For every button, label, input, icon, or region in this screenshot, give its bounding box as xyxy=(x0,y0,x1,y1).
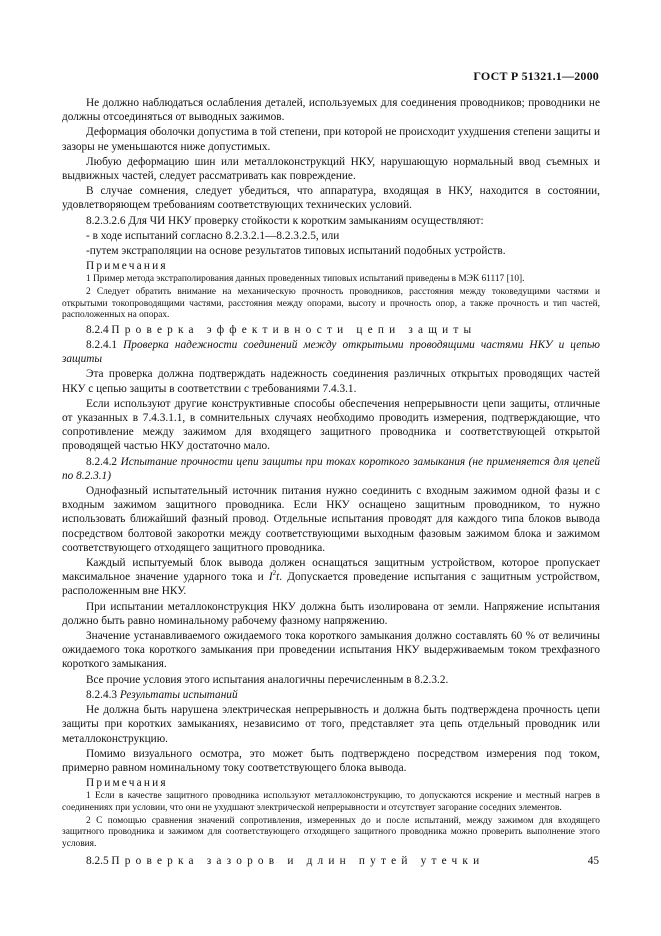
paragraph: Деформация оболочки допустима в той степени, при которой не происходит ухудшения степени защиты и зазоры не уменьшаются ниже допустимых. xyxy=(62,126,600,153)
paragraph: Помимо визуального осмотра, это может быть подтверждено посредством измерения под током, примерно равном номинальному току соответствующего блока вывода. xyxy=(62,747,600,774)
paragraph: При испытании металлоконструкция НКУ должна быть изолирована от земли. Напряжение испытания должно быть равно номинальному рабочему фазному напряжению. xyxy=(62,600,600,627)
notes-title: Примечания xyxy=(86,777,168,790)
notes-title: Примечания xyxy=(86,260,168,273)
clause-number: 8.2.4.3 xyxy=(86,688,118,701)
section-heading-8-2-5 xyxy=(62,854,600,868)
note: 2 С помощью сравнения значений сопротивления, измеренных до и после испытаний, между зажимом для входящего защитного проводника и зажимом для соответствующего отходящего защитного проводника можно проверить выполнение этого условия. xyxy=(62,815,600,849)
section-heading-8-2-4 xyxy=(62,323,600,337)
note: 2 Следует обратить внимание на механическую прочность проводников, расстояния между токоведущими частями и открытыми токопроводящими частями, расстояния между опорами, высоту и прочность опор, а также прочность и тип частей, расположенных на опорах. xyxy=(62,287,600,321)
clause-title: Проверка надежности соединений между открытыми проводящими частями НКУ и цепью защиты xyxy=(62,339,600,366)
paragraph xyxy=(62,556,600,599)
note: 1 Если в качестве защитного проводника используют металлоконструкцию, то допускаются искрение и местный нагрев в соединениях при условии, что они не ухудшают электрической непрерывности и отсутствует загорание соседних элементов. xyxy=(62,791,600,813)
text-run: . Допускается проведение испытания с защитным устройством, расположенным вне НКУ. xyxy=(62,571,600,598)
paragraph: В случае сомнения, следует убедиться, что аппаратура, входящая в НКУ, находится в состоянии, удовлетворяющем требованиям соответствующих технических условий. xyxy=(62,185,600,212)
paragraph: Если используют другие конструктивные способы обеспечения непрерывности цепи защиты, отличные от указанных в 7.4.3.1.1, в сомнительных случаях необходимо проводить измерения, подтверждающие, что сопротивление между зажимом для входящего защитного проводника и соответствующей открытой проводящей частью НКУ достаточно мало. xyxy=(62,397,600,453)
clause-number: 8.2.4.2 xyxy=(86,455,118,468)
section-number: 8.2.5 xyxy=(86,855,109,868)
section-number: 8.2.4 xyxy=(86,323,109,336)
section-title: Проверка эффективности цепи защиты xyxy=(111,323,477,336)
clause-title: Результаты испытаний xyxy=(119,688,238,701)
paragraph: Не должно наблюдаться ослабления деталей, используемых для соединения проводников; проводники не должны отсоединяться от выводных зажимов. xyxy=(62,97,600,124)
paragraph: Значение устанавливаемого ожидаемого тока короткого замыкания должно составлять 60 % от величины ожидаемого тока короткого замыкания при проведении испытания НКУ выдерживаемым током трехфазного короткого замыкания. xyxy=(62,630,600,671)
paragraph: Не должна быть нарушена электрическая непрерывность и должна быть подтверждена прочность цепи защиты при коротких замыканиях, независимо от того, представляет эта цепь отдельный проводник или металлоконструкцию. xyxy=(62,704,600,745)
text-run: Каждый испытуемый блок вывода должен оснащаться защитным устройством, которое пропускает максимальное значение ударного тока и xyxy=(62,557,600,584)
clause-8-2-4-1 xyxy=(62,338,600,366)
clause-8-2-3-2-6: 8.2.3.2.6 Для ЧИ НКУ проверку стойкости к коротким замыканиям осуществляют: xyxy=(86,214,484,227)
paragraph: Любую деформацию шин или металлоконструкций НКУ, нарушающую нормальный ввод съемных и выдвижных частей, следует рассматривать как повреждение. xyxy=(62,155,600,183)
formula-i: I xyxy=(268,571,273,584)
list-item: - в ходе испытаний согласно 8.2.3.2.1—8.2.3.2.5, или xyxy=(86,229,340,242)
clause-title: Испытание прочности цепи защиты при токах короткого замыкания (не применяется для цепей по 8.2.3.1) xyxy=(62,455,600,482)
paragraph: Эта проверка должна подтверждать надежность соединения различных открытых проводящих частей НКУ с цепью защиты в соответствии с требованиями 7.4.3.1. xyxy=(62,368,600,395)
clause-8-2-4-2 xyxy=(62,455,600,483)
paragraph: Однофазный испытательный источник питания нужно соединить с входным зажимом одной фазы и с входным зажимом защитного проводника. Если НКУ оснащено защитным проводником, то нужно использовать ближайший фазный провод. Отдельные испытания проводят для каждого типа блоков вывода посредством болтовой закоротки между соответствующими выходным фазовым зажимом блока и зажимом соответствующего отходящего защитного проводника. xyxy=(62,485,600,554)
clause-8-2-4-3 xyxy=(62,688,600,702)
formula-t: t xyxy=(276,571,280,584)
document-body xyxy=(62,96,600,869)
note: 1 Пример метода экстраполирования данных проведенных типовых испытаний приведены в МЭК 61117 [10]. xyxy=(86,274,525,285)
paragraph: Все прочие условия этого испытания аналогичны перечисленным в 8.2.3.2. xyxy=(86,673,449,686)
section-title: Проверка зазоров и длин путей утечки xyxy=(111,855,485,868)
page-number: 45 xyxy=(587,855,599,867)
clause-number: 8.2.4.1 xyxy=(86,339,118,352)
standard-header: ГОСТ Р 51321.1—2000 xyxy=(473,69,599,83)
formula-sup: 2 xyxy=(272,569,277,578)
list-item: -путем экстраполяции на основе результатов типовых испытаний подобных устройств. xyxy=(86,245,506,258)
